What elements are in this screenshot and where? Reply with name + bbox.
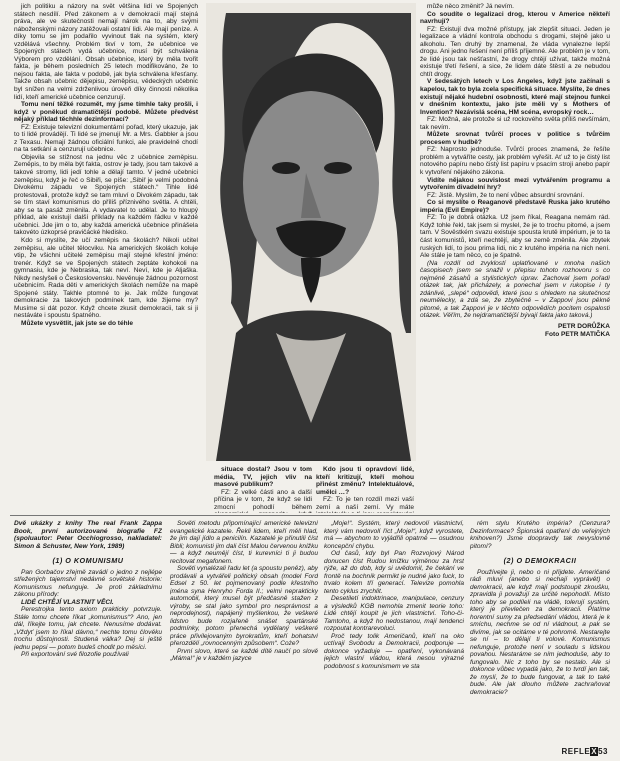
article-column-4 bbox=[420, 3, 610, 511]
interview-question: Co soudíte o legalizaci drog, kterou v Americe někteří navrhují? bbox=[420, 10, 610, 26]
page-footer bbox=[562, 747, 608, 756]
photo-credit: Foto PETR MATIČKA bbox=[545, 330, 610, 338]
interview-question: Kdo jsou ti opravdoví lidé, kteří kritizují, kteří mohou přinést změnu? Intelektuálové, umělci …? bbox=[316, 466, 414, 496]
paragraph: FZ: Jistě. Myslím, že to není vůbec absurdní srovnání. bbox=[427, 191, 585, 199]
paragraph: Sověti metodu připomínající americké televizní evangelické kazatele. Řekli lidem, kteří měli hlad, že jim dají jídlo a penicilín. Kazatelé je přinutili číst Bibli; komunisti jim dali číst Malou červenou knížku — a když neumějí číst, ti kurevníci ti ji budou recitovat megafonem. bbox=[170, 520, 318, 565]
page-number: 53 bbox=[598, 747, 608, 756]
paragraph: Pan Gorbačov zřejmě zavádí o jedno z nejlépe střežených tajemství nedávné sovětské historie: Komunismus nefunguje. Je proti základnímu zákonu přírody: bbox=[14, 568, 162, 599]
section-divider bbox=[10, 515, 610, 516]
editor-note: (Na rozdíl od zvyklostí uplatňované v mnoha našich časopisech jsem se snažil v přepisu tohoto rozhovoru s co nejméně zásahů a stylistických úprav. Zachoval jsem pořadí otázek tak, jak přicházely, a ponechal jsem v rukopise i ty zdánlivé, „slepé“ odpovědi, které jsou s ohledem na skutečnost neumělecky, a zdá se, že zbytečně – v Zappovi jsou pěkně pitomé, a tak Zappovi je v těchto odpovědích pocitem ospalosti otázek. Věřím, že nejdramatičtější bývají fakta jako taková.) bbox=[420, 259, 610, 320]
paragraph: „Moje!“. Systém, který nedovolí vlastnictví, který vám nedovolí říct „Moje!“, když vyrostete, má — abychom to vyjádřili opatrně — osudnou koncepční chybu. bbox=[324, 520, 464, 550]
paragraph: FZ: Z velké části ano a další příčina je v tom, že když se lidi zmocní pohodlí během bbox=[214, 488, 312, 511]
paragraph: Desetiletí indoktrinace, manipulace, cenzury a výsledků KGB nemohla zmenit teorie toho: Lidé chtějí koupit je jich vlastnictví. Toho-či-Tamtoho, a když ho nedostanou, mají tendenci rozpoutat kontrarevoluci. bbox=[324, 595, 464, 632]
paragraph: FZ: To je ten rozdíl mezi vaší zemí a naší zemí. Vy máte bbox=[316, 496, 414, 511]
article-column-2 bbox=[214, 466, 312, 513]
paragraph: Používejte ji, nebo o ni přijdete. Američané rádi mluví (anebo si nechají vyprávět) o demokracii, ale když mají podstoupit zkoušku, zpravidla ji považují za určité nepohodlí. Místo toho aby se podíleli na vládě, tolerují systém, který je převlečen za demokracii. Platíme horentní sumy za předsedání vládou, která je k smíchu, nechme se od ní vládnout, a pak se divíme, jak se ocitáme v té pohromě. Nestarejte se ní – to dělají ti volové. Komunismus nefunguje, protože není v souladu s lidskou povahou. Nestaráme se ním jednoduše, aby to fungovalo. Nic z toho by se nestalo. Ale si dokonce vůbec vypadá jako, že to tvrdí jen tak, že myslí, že to bude fungovat, a tak to také bude. Ale jak dlouho můžete zachraňovat demokracie? bbox=[470, 568, 610, 696]
paragraph: Objevila se stížnost na jednu věc z učebnice zeměpisu. Zeměpis, to by měla být fakta, ostrov je tady, jsou tam takové a takové stromy, lidi jedí tohle a dělají tamto. V jedné učebnici zeměpisu, když je řeč o Sibiři, se píše: „Sibiř je velmi podobná Divokému západu ve Spojených státech.“ Tihle lidé protestovali, protože když se tam mluví o Divokém západu, tak se tím staví komunismus do příliš příznivého světla. A chtěli, aby se ta pasáž změnila. A vydavatel to udělal. Je to hloupý příklad, ale existují další příklady na každém řádku v každé učebnici. Jde jim o to, aby každá americká učebnice přinášela takovéto úzkoprsé pravičácké hledisko. bbox=[14, 153, 198, 237]
paragraph: Při exportování své filozofie používali bbox=[21, 651, 129, 659]
portrait-image bbox=[206, 3, 416, 461]
emphasis-text: LIDÉ CHTĚJÍ VLASTNIT VĚCI. bbox=[21, 598, 114, 606]
paragraph: FZ: Existují dva možné přístupy, jak zlepšit situaci. Jeden je legalizace a vládní kontrola obchodu s drogami, stejně jako u alkoholu. Ten druhý by znamenal, že vláda vynalezne lepší drogu. Ani jedno řešení není příliš příjemné. Ale problém je v tom, že lidé jsou tak nešťastní, že drogy chtějí užívat, takže možná existuje třetí řešení, a sice, že lidem dáte štěstí a ze nebudou chtít drogy. bbox=[420, 25, 610, 78]
interview-question: Vidíte nějakou souvislost mezi vytvářením programu a vytvořením divadelní hry? bbox=[420, 176, 610, 192]
paragraph: může něco změnit? Já nevím. bbox=[427, 3, 514, 10]
paragraph: Od časů, kdy byl Pan Rozvojový Národ donucen číst Rudou knížku výměnou za hrst rýže, až do dob, kdy si uvědomil, že čekání ve frontě na bochník permikt je nudné jako fuck, to trvalo kolem tří generací. Televize pomohla tento cyklus zrychlit. bbox=[324, 550, 464, 595]
paragraph: FZ: Existuje televizní dokumentární pořad, který ukazuje, jak to ti lidé provádějí. Ti lidé se jmenují Mr. a Mrs. Gabbler a jsou z Texasu. Nemají žádnou oficiální funkci, ale pravidelně chodí na ta setkání a cenzurují učebnice. bbox=[14, 123, 198, 154]
interview-question: Tomu není těžké rozumět, my jsme tímhle taky prošli, i když v poněkud dramatičtější podobě. Můžete předvést nějaký příklad těchhle dezinformací? bbox=[14, 101, 198, 124]
interview-question: Co si myslíte o Reaganově představě Ruska jako krutého impéria (Evil Empire)? bbox=[420, 199, 610, 214]
article-column-1 bbox=[14, 3, 198, 511]
magazine-logo-box: X bbox=[591, 747, 598, 756]
paragraph: rém stylu Krutého impéria? (Cenzura? Dezinformace? Špionská opatření do veřejných knihoven?) Jsme doopravdy tak nevyslovně pitomí? bbox=[470, 520, 610, 550]
paragraph: FZ: To je dobrá otázka. Už jsem říkal, Reagana nemám rád. Když tohle řekl, tak jsem si myslel, že je to trochu pitomé, a jsem tam. V Sověstkém svazu existuje spousta krutě impérium, je to ta část komunistů, kteří nechtějí, aby se země změnila. Ale zbytek ruských lidí, to jsou prima lidi, nic z krutého impéria na nich není. Ale stále je tam něco, co je špatně. bbox=[420, 214, 610, 260]
magazine-name: REFLE bbox=[561, 747, 591, 756]
section-title-democracy: (2) O DEMOKRACII bbox=[503, 556, 577, 565]
paragraph: FZ: Naprosto jednoduše. Tvůrčí proces znamená, že řešíte problém a vytváříte cesty, jak problém vyřešit. Ať už to je čistý list notového papíru nebo čistý list papíru v psacím stroji anebo papír k vytvoření nějakého zákona. bbox=[420, 146, 610, 177]
paragraph: Kdo si myslíte, že učí zeměpis na školách? Nikoli učitel zeměpisu, ale učitel tělocviku. Na amerických školách koluje vtip, že všichni učitelé zeměpisu mají stejné křestní jméno: trenér. Když se ve Spojených státech zeptáte kohokoli na gymnasiu, kde je Nebraska, tak neví. Neví, kde je Aljaška. Nikdy neslyšeli o Československu. Nevěnuje žádnou pozornost učebnicím. Rada děti v amerických školách nemůže na mapě Spojené státy. Takhle ptomné to je. Jak může fungovat demokracie za takových podmínek tam, kde žijeme my? Musíme si dát pozor. Když chcete zkusit demokracii, tak si ji nestáváte i spoustu špatného. bbox=[14, 236, 198, 320]
interview-question: situace dostal? Jsou v tom média, TV, jejich vliv na masové publikum? bbox=[214, 466, 312, 489]
interview-question: Můžete srovnat tvůrčí proces v politice s tvůrčím procesem v hudbě? bbox=[420, 131, 610, 146]
paragraph: Sověti vynalézali řadu let (a spoustu peněz), aby prodávali a vytvářeli politický obsah (model Ford Edsel z 50. let pojmenovaný podle křestního jména syna Henryho Forda II.; velmi neprakticky automobil, který musel být předčasně stažen z výroby, se stal jako symbol pro nesprávnost a neprodejnost), napájený myšlenkou, že veškeré lidstvo bude rozjařeně snášet spartánské podmínky, potom přenechá vydělaný veškeré práce přivilejovaným byrokratům, kteří bohatství přerozdělí „rovnocenným způsobem“. Coże? bbox=[170, 565, 318, 647]
paragraph: Perestrojka tento axiom prakticky potvrzuje. Stále tomu chcete říkat „komunismus“? Ano, jen dál, říkejte tomu, jak chcete. Nenusíme dodávat. „Vždyť jsem to říkal dávno,“ nechte tomu člověku trochu důstojnosti. Studená válka? Dej si ještě jednu pepsi — potom budeš chodit po měsíci. bbox=[14, 606, 162, 651]
excerpt-intro: Dvě ukázky z knihy The real Frank Zappa Book, první autorizované biografie FZ (spoluautor: Peter Occhiogrosso, nakladatel: Simon & Schuster, New York, 1989) bbox=[14, 520, 162, 550]
article-column-3 bbox=[316, 466, 414, 513]
section-title-communism: (1) O KOMUNISMU bbox=[52, 556, 124, 566]
paragraph: jich politiku a názory na svět většina lidí ve Spojených státech nesdílí. Před zákonem a v demokracii mají stejná práva, ale ve skutečnosti nemají nárok na to, aby svými náboženskými názory zatěžovali ostatní lidi. Ale mají peníze. A díky tomu se jim podařilo vyvinout tlak na systém, který vzdělává všechny. Problém tkví v tom, že učebnice ve Spojených státech vydá učebnice, musí být schválena Výborem pro vzdělání. Obsah učebnice, který by měla tvořit fakta, je během posledních 25 letech modifikováno, že to nejsou fakta, ale fakta v podobě, jak byla schválena křesťany. Takže obsah učebnic dějepisu, zeměpisu, vědeckých učebnic byl snížen na velmi zdrženlivou úroveň díky činnosti několika lidí, kteří americké učebnice cenzurují. bbox=[14, 3, 198, 101]
paragraph: Proč tedy tolik Američanů, kteří na oko uctívají Svobodu a Demokracii, podporuje — dokonce vyžaduje — opatření, vykonávaná jejich vlastní vládou, která nesou výrazné podobnost s komunismem ve sta bbox=[324, 632, 464, 670]
author-byline: PETR DORŮŽKA bbox=[557, 322, 610, 330]
excerpt-column-4 bbox=[470, 520, 610, 748]
excerpt-column-2 bbox=[170, 520, 318, 748]
paragraph: První slovo, které se každé dítě naučí po slově „Máma!“ je v každém jazyce bbox=[170, 647, 318, 662]
interview-question: V šedesátých letech v Los Angeles, když jste začínali s kapelou, tak to byla zcela specifická situace. Myslíte, že dnes existují nějaké hudební osobnosti, které mají stejnou funkci v dnešním kontextu, jako jste měli vy s Mothers of Invention? Nezávislá scéna, HM scéna, evropský rock… bbox=[420, 78, 610, 116]
excerpt-column-1 bbox=[14, 520, 162, 748]
portrait-photo bbox=[206, 3, 416, 461]
paragraph: FZ: Možná, ale protože si už rockového světa příliš nevšímám, tak nevím. bbox=[420, 116, 610, 131]
interview-question: Můžete vysvětlit, jak jste se do téhle bbox=[21, 319, 134, 327]
excerpt-column-3 bbox=[324, 520, 464, 748]
